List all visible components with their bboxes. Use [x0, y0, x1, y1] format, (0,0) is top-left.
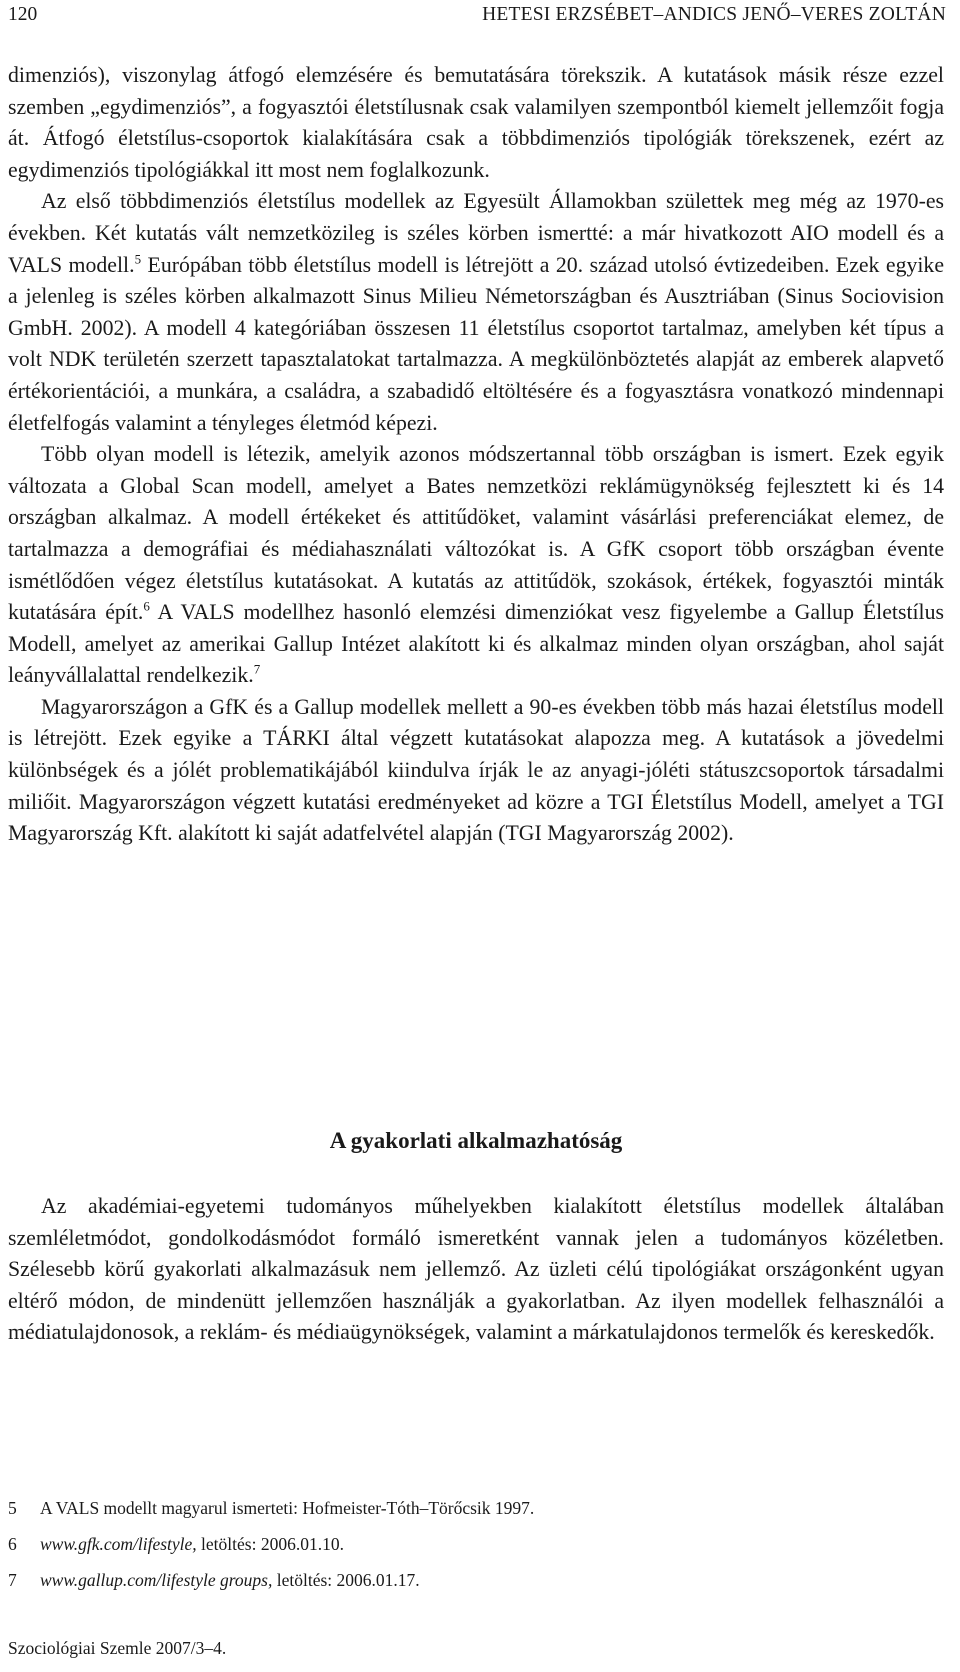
footnote-number: 5: [8, 1498, 17, 1518]
paragraph: Az akadémiai-egyetemi tudományos műhelyekben kialakított életstílus modellek általában szemléletmódot, gondolkodásmódot formáló ismeretként vannak jelen a tudományos közéletben. Szélesebb körű gyakorlati alkalmazásuk nem jellemző. Az üzleti célú tipológiákat országonként ugyan eltérő módon, de mindenütt jellemzően használják a gyakorlatban. Az ilyen modellek felhasználói a médiatulajdonosok, a reklám- és médiaügynökségek, valamint a márkatulajdonos termelők és kereskedők.: [8, 1194, 944, 1345]
footnote-text: [40, 1497, 534, 1519]
footnote-ref: 7: [253, 662, 261, 678]
running-title: HETESI ERZSÉBET–ANDICS JENŐ–VERES ZOLTÁN: [482, 4, 946, 25]
paragraph-text: Az első többdimenziós életstílus modellek az Egyesült Államokban születtek meg még az 1970-es években. Két kutatás vált nemzetközileg is széles körben ismertté: a már hivatkozott AIO modell és a VALS modell.: [8, 189, 944, 277]
footnote-number: 6: [8, 1534, 17, 1554]
body-text: [8, 60, 944, 850]
paragraph-text: Több olyan modell is létezik, amelyik azonos módszertannal több országban is ismert. Ezek egyik változata a Global Scan modell, amelyet a Bates nemzetközi reklámügynökség fejlesztett ki és 14 országban alkalmaz. A modell értékeket és attitűdöket, valamint vásárlási preferenciákat elemez, de tartalmazza a demográfiai és médiahasználati változókat is. A GfK csoport több országban évente ismétlődően végez életstílus kutatásokat. A kutatás az attitűdök, szokások, értékek, fogyasztói minták kutatására épít.: [8, 442, 944, 625]
footnote-ref: 6: [143, 598, 150, 614]
footnote-body: A VALS modellt magyarul ismerteti: Hofmeister-Tóth–Törőcsik 1997.: [40, 1498, 535, 1518]
footnote: [8, 1497, 944, 1533]
section-heading: A gyakorlati alkalmazhatóság: [329, 1128, 623, 1153]
footnote: [8, 1533, 944, 1569]
section-body: [8, 1191, 944, 1349]
paragraph: [8, 439, 944, 692]
journal-footer: Szociológiai Szemle 2007/3–4.: [8, 1638, 227, 1658]
paragraph-text: A VALS modellhez hasonló elemzési dimenziókat vesz figyelembe a Gallup Életstílus Modell, amelyet az amerikai Gallup Intézet alakított ki és alkalmaz minden olyan országban, ahol saját leányvállalattal rendelkezik.: [8, 600, 944, 688]
paragraph: Magyarországon a GfK és a Gallup modellek mellett a 90-es években több más hazai életstílus modell is létrejött. Ezek egyike a TÁRKI által végzett kutatásokat alapozza meg. A kutatások a jövedelmi különbségek és a jólét problematikájából kiindulva írják le az anyagi-jóléti státuszcsoportok társadalmi miliőit. Magyarországon végzett kutatási eredményeket ad közre a TGI Életstílus Modell, amelyet a TGI Magyarország Kft. alakított ki saját adatfelvétel alapján (TGI Magyarország 2002).: [8, 694, 944, 846]
footnote-number: 7: [8, 1570, 17, 1590]
footnote-ref: 5: [134, 251, 142, 267]
footnote-link[interactable]: www.gfk.com/lifestyle,: [40, 1534, 197, 1554]
footnote-text: [40, 1533, 344, 1555]
footnote-body: letöltés: 2006.01.17.: [272, 1570, 420, 1590]
paragraph-text: Európában több életstílus modell is létrejött a 20. század utolsó évtizedeiben. Ezek egyike a jelenleg is széles körben alkalmazott Sinus Milieu Németországban és Ausztriában (Sinus Sociovision GmbH. 2002). A modell 4 kategóriában összesen 11 életstílus csoportot tartalmaz, amelyben két típus a volt NDK területén szerzett tapasztalatokat tartalmazza. A megkülönböztetés alapját az emberek alapvető értékorientációi, a munkára, a családra, a szabadidő eltöltésére és a fogyasztásra vonatkozó mindennapi életfelfogás valamint a tényleges életmód képezi.: [8, 252, 944, 435]
footnotes: [8, 1497, 944, 1605]
page-number: 120: [8, 4, 38, 25]
page-header: [8, 2, 946, 28]
footnote-link[interactable]: www.gallup.com/lifestyle groups,: [40, 1570, 273, 1590]
footnote-text: [40, 1569, 420, 1591]
paragraph: dimenziós), viszonylag átfogó elemzésére és bemutatására törekszik. A kutatások másik része ezzel szemben „egydimenziós”, a fogyasztói életstílusnak csak valamilyen szempontból kiemelt jellemzőit fogja át. Átfogó életstílus-csoportok kialakítására csak a többdimenziós tipológiák törekszenek, ezért az egydimenziós tipológiákkal itt most nem foglalkozunk.: [8, 63, 944, 182]
footnote: [8, 1569, 944, 1605]
paragraph: [8, 186, 944, 439]
footnote-body: letöltés: 2006.01.10.: [196, 1534, 344, 1554]
